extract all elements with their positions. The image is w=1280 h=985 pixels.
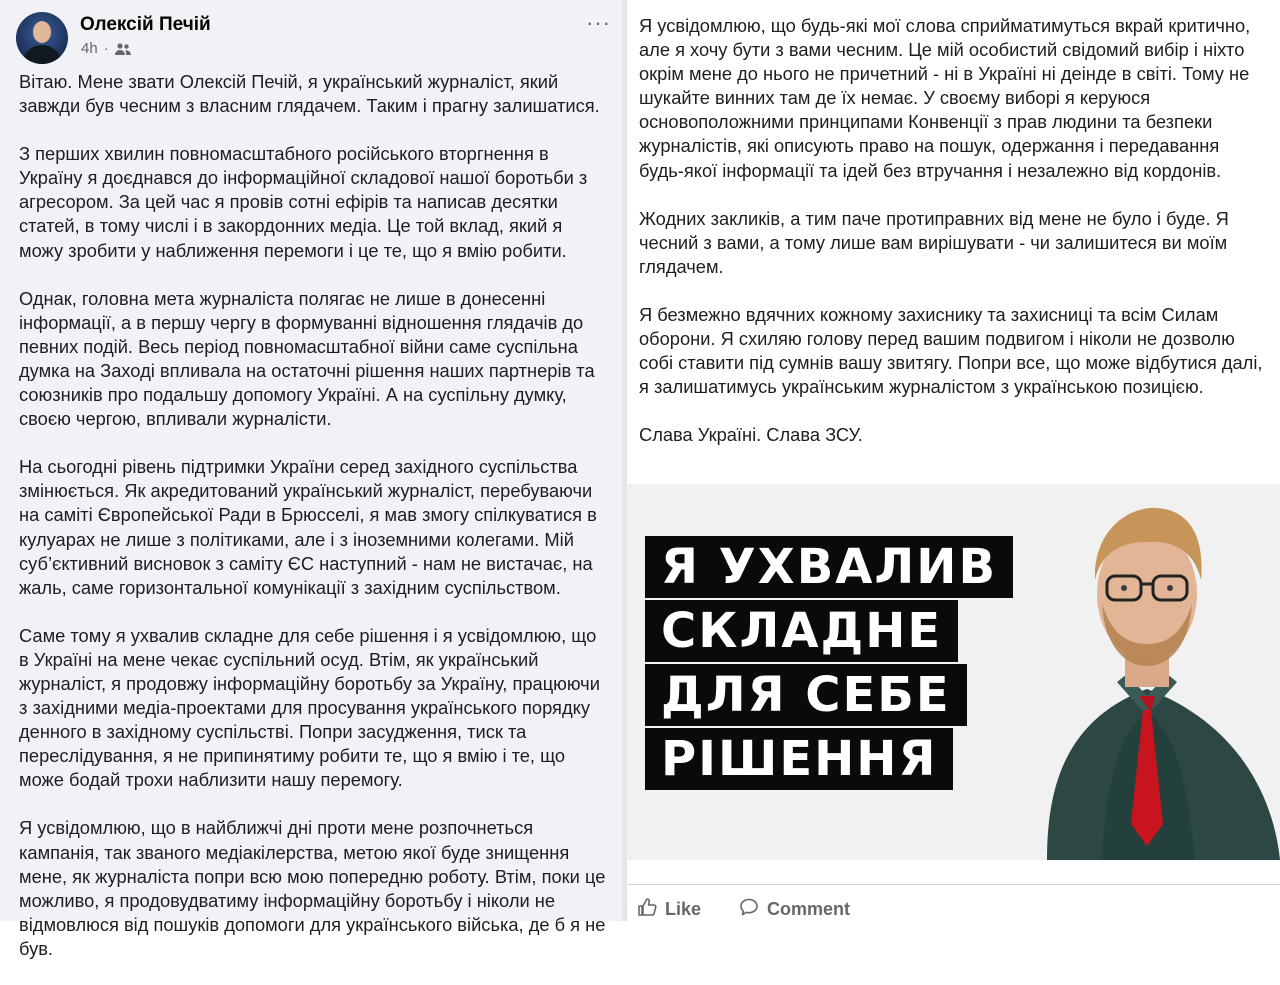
post-paragraph: Вітаю. Мене звати Олексій Печій, я український журналіст, який завжди був чесним з власним глядачем. Таким і прагну залишатися.	[19, 71, 600, 117]
post-paragraph: Я усвідомлюю, що в найближчі дні проти мене розпочнеться кампанія, так званого медіакілерства, метою якої буде знищення мене, як журналіста попри всю мою попередню роботу. Втім, поки це можливо, я продовудватиму інформаційну боротьбу і ніколи не відмовлюся від пошуків допомоги для українського війська, де б я не був.	[19, 817, 606, 959]
post-actions-bar	[627, 884, 1280, 922]
post-text-right	[639, 14, 1269, 471]
post-paragraph: З перших хвилин повномасштабного російського вторгнення в Україну я доєднався до інформаційної складової нашої боротьби з агресором. За цей час я провів сотні ефірів та написав десятки статей, в тому числі і в закордонних медіа. Це той вклад, який я можу зробити у наближення перемоги і це те, що я вмію робити.	[19, 143, 588, 261]
post-paragraph: Однак, головна мета журналіста полягає не лише в донесенні інформації, а в першу чергу в формуванні відношення глядачів до певних подій. Весь період повномасштабної війни саме суспільна думка на Заході впливала на остаточні рішення наших партнерів та союзників про подальшу допомогу Україні. А на суспільну думку, своєю чергою, впливали журналісти.	[19, 287, 595, 430]
author-name[interactable]: Олексій Печій	[80, 14, 211, 35]
image-headline-line: РІШЕННЯ	[645, 728, 953, 790]
post-paragraph: Слава Україні. Слава ЗСУ.	[639, 424, 863, 446]
image-headline-line: СКЛАДНЕ	[645, 600, 958, 662]
author-avatar[interactable]	[16, 12, 68, 64]
post-time[interactable]: 4h	[81, 40, 98, 57]
speech-bubble-icon	[739, 897, 759, 922]
post-paragraph: Я усвідомлюю, що будь-які мої слова сприйматимуться вкрай критично, але я хочу бути з вами чесним. Це мій особистий свідомий вибір і ніхто окрім мене до нього не причетний - ні в Україні ні деінде в світі. Тому не шукайте винних там де їх немає. У своєму виборі я керуюся основоположними принципами Конвенції з прав людини та безпеки журналістів, які описують право на пошук, одержання і передавання будь-якої інформації та ідей без втручання і незалежно від кордонів.	[639, 15, 1251, 181]
image-headline-line: Я УХВАЛИВ	[645, 536, 1013, 598]
comment-button[interactable]	[739, 897, 850, 922]
post-paragraph: Я безмежно вдячних кожному захиснику та захисниці та всім Силам оборони. Я схиляю голову перед вашим подвигом і ніколи не дозволю собі ставити під сумнів вашу звитягу. Попри все, що може відбутися далі, я залишатимусь українським журналістом з українською позицією.	[639, 303, 1263, 398]
post-paragraph: Жодних закликів, а тим паче протиправних від мене не було і буде. Я чесний з вами, а тому лише вам вирішувати - чи залишитеся ви моїм глядачем.	[639, 207, 1229, 277]
friends-icon	[115, 42, 131, 56]
journalist-portrait	[1007, 484, 1280, 860]
like-label: Like	[665, 899, 702, 919]
comment-label: Comment	[767, 899, 851, 919]
post-image[interactable]	[627, 484, 1280, 860]
thumbs-up-icon	[637, 897, 657, 922]
post-meta: 4h ·	[81, 40, 131, 57]
image-headline-line: ДЛЯ СЕБЕ	[645, 664, 967, 726]
like-button[interactable]	[637, 897, 701, 922]
post-text-left	[19, 70, 609, 985]
more-dots-icon[interactable]: ···	[586, 10, 611, 35]
post-paragraph: На сьогодні рівень підтримки України серед західного суспільства змінюється. Як акредитований український журналіст, перебуваючи на саміті Європейської Ради в Брюсселі, я мав змогу спілкуватися в кулуарах не лише з політиками, але і з іноземними колегами. Мій суб’єктивний висновок з саміту ЄС наступний - нам не вистачає, на жаль, саме горизонтальної комунікації з західним суспільством.	[19, 456, 597, 598]
post-paragraph: Саме тому я ухвалив складне для себе рішення і я усвідомлюю, що в Україні на мене чекає суспільний осуд. Втім, як український журналіст, я продовжу інформаційну боротьбу за Україну, працюючи з західними медіа-проектами для просування українського порядку денного в західному суспільстві. Попри засудження, тиск та переслідування, я не припинятиму робити те, що я вмію і те, що може бодай трохи наблизити нашу перемогу.	[19, 624, 600, 791]
